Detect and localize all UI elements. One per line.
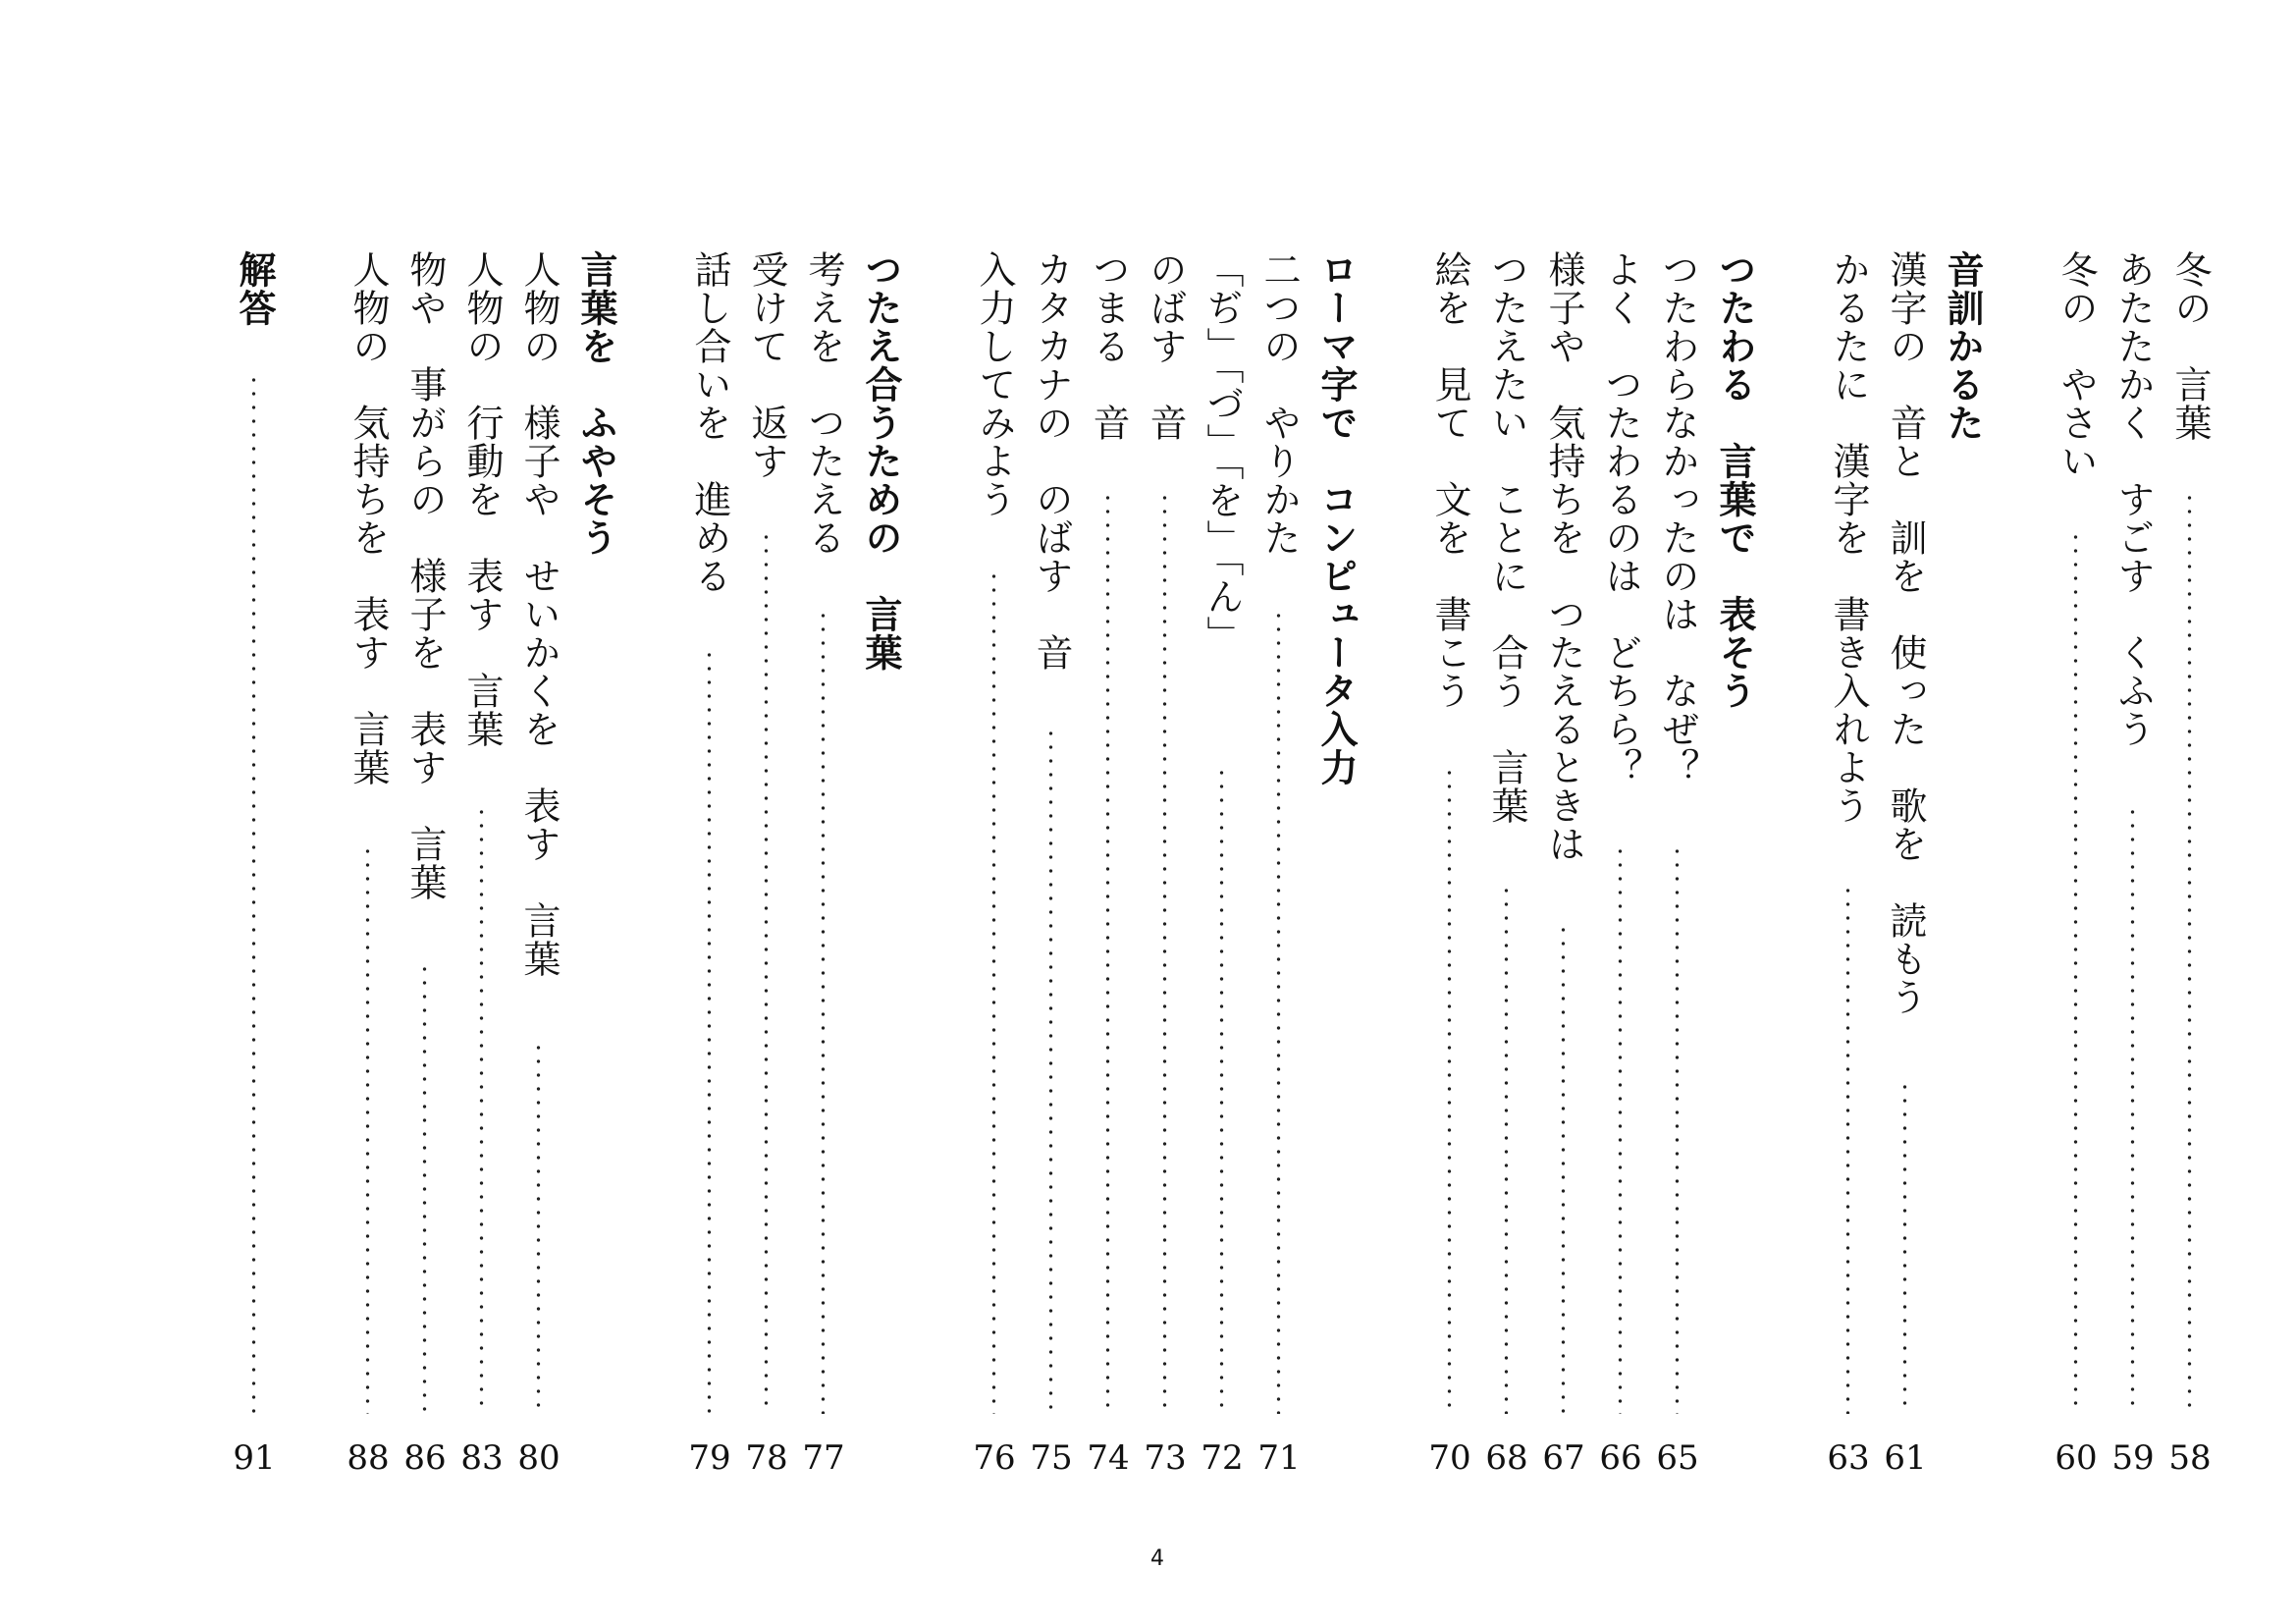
toc-entry[interactable] [1877,0,1934,1624]
toc-entry[interactable] [1137,0,1194,1624]
toc-entry[interactable] [1080,0,1137,1624]
toc-entry-label: 物や 事がらの 様子を 表す 言葉 [403,250,447,901]
toc-leader-dots [2073,530,2078,1414]
page-number: 4 [1150,1546,1164,1571]
toc-entry-label: のばす 音 [1144,250,1187,442]
toc-leader-dots [251,373,256,1414]
toc-page-number: 73 [1144,1438,1187,1478]
toc-entry-label: かるたに 漢字を 書き入れよう [1827,250,1870,825]
toc-page-number: 60 [2055,1438,2098,1478]
toc-entry-label: 二つの やりかた [1257,250,1301,557]
toc-entry-label: 「ぢ」「づ」「を」「ん」 [1201,250,1244,654]
toc-page-number: 68 [1485,1438,1528,1478]
toc-entry[interactable] [681,0,738,1624]
toc-entry[interactable] [510,0,567,1624]
toc-page-number: 77 [802,1438,845,1478]
toc-entry[interactable] [738,0,795,1624]
toc-entry-label: 入力してみよう [973,250,1016,518]
toc-leader-dots [1276,609,1281,1414]
toc-heading-label: ローマ字で コンピュータ入力 [1314,250,1359,786]
toc-entry-label: よく つたわるのは どちら？ [1599,250,1642,786]
toc-page-number: 66 [1599,1438,1642,1478]
toc-entry[interactable] [1820,0,1877,1624]
toc-heading [1308,0,1364,1624]
toc-heading-label: 言葉を ふやそう [574,250,618,557]
toc-entry-label: つたわらなかったのは なぜ？ [1656,250,1699,786]
toc-entry[interactable] [1194,0,1251,1624]
toc-page-number: 76 [973,1438,1016,1478]
toc-entry-label: 人物の 様子や せいかくを 表す 言葉 [517,250,561,978]
toc-leader-dots [1618,844,1623,1414]
toc-page-number: 71 [1257,1438,1301,1478]
toc-entry-label: 冬の 言葉 [2168,250,2212,442]
toc-page-number: 65 [1656,1438,1699,1478]
toc-entry-label: 受けて 返す [745,250,788,480]
toc-entry[interactable] [1478,0,1535,1624]
toc-page-number: 75 [1030,1438,1073,1478]
toc-entry[interactable] [2048,0,2105,1624]
toc-leader-dots [1902,1080,1907,1414]
toc-heading [1706,0,1763,1624]
toc-entry-label: 絵を 見て 文を 書こう [1428,250,1471,710]
toc-entry[interactable] [454,0,510,1624]
toc-entry-label: カタカナの のばす 音 [1030,250,1073,672]
toc-leader-dots [1447,766,1452,1414]
toc-leader-dots [365,844,370,1414]
toc-leader-dots [1561,923,1566,1414]
toc-leader-dots [1504,884,1509,1414]
toc-leader-dots [1105,491,1110,1414]
toc-leader-dots [1845,884,1850,1414]
toc-entry[interactable] [397,0,454,1624]
toc-leader-dots [1162,491,1167,1414]
toc-page-number: 79 [688,1438,731,1478]
toc-heading-label: 音訓かるた [1941,250,1985,442]
toc-entry-label: 様子や 気持ちを つたえるときは [1542,250,1585,863]
toc-page-number: 88 [347,1438,390,1478]
toc-entry-label: つまる 音 [1087,250,1130,442]
toc-leader-dots [422,962,427,1414]
toc-leader-dots [821,609,826,1414]
toc-page-number: 72 [1201,1438,1244,1478]
toc-page-number: 74 [1087,1438,1130,1478]
toc-page-number: 86 [403,1438,447,1478]
toc-entry[interactable] [795,0,852,1624]
toc-entry[interactable] [340,0,397,1624]
toc-entry-label: 人物の 行動を 表す 言葉 [460,250,504,748]
toc-entry[interactable] [966,0,1023,1624]
toc-entry[interactable] [2162,0,2218,1624]
toc-entry[interactable] [1251,0,1308,1624]
toc-leader-dots [764,530,769,1414]
toc-heading [852,0,909,1624]
toc-entry[interactable] [2105,0,2162,1624]
toc-page-number: 83 [460,1438,504,1478]
toc-entry[interactable] [226,0,283,1624]
toc-page-number: 63 [1827,1438,1870,1478]
toc-entry[interactable] [1535,0,1592,1624]
toc-entry[interactable] [1592,0,1649,1624]
toc-entry[interactable] [1421,0,1478,1624]
toc-leader-dots [2187,491,2192,1414]
toc-leader-dots [1675,844,1680,1414]
toc-leader-dots [536,1041,541,1414]
toc-heading-label: つたえ合うための 言葉 [859,250,903,672]
toc-leader-dots [1219,766,1224,1414]
toc-page-number: 59 [2111,1438,2155,1478]
toc-entry-label: 人物の 気持ちを 表す 言葉 [347,250,390,786]
toc-leader-dots [991,569,996,1414]
toc-page-number: 61 [1884,1438,1927,1478]
toc-entry[interactable] [1023,0,1080,1624]
toc-entry-label: つたえたい ことに 合う 言葉 [1485,250,1528,825]
toc-entry-label: 考えを つたえる [802,250,845,557]
toc-heading [1934,0,1991,1624]
toc-page-number: 58 [2168,1438,2212,1478]
toc-entry-label: 冬の やさい [2055,250,2098,480]
toc-entry-label: 話し合いを 進める [688,250,731,595]
toc-leader-dots [707,648,712,1414]
toc-heading [567,0,624,1624]
toc-page-number: 91 [233,1438,276,1478]
toc-page-number: 80 [517,1438,561,1478]
toc-leader-dots [1048,727,1053,1414]
toc-entry-label: 解答 [233,250,277,327]
toc-page-number: 78 [745,1438,788,1478]
toc-page-number: 70 [1428,1438,1471,1478]
toc-entry-label: 漢字の 音と 訓を 使った 歌を 読もう [1884,250,1927,1016]
toc-leader-dots [479,805,484,1414]
toc-leader-dots [2130,805,2135,1414]
toc-entry[interactable] [1649,0,1706,1624]
toc-heading-label: つたわる 言葉で 表そう [1713,250,1757,710]
toc-entry-label: あたたかく すごす くふう [2111,250,2155,748]
toc-page-number: 67 [1542,1438,1585,1478]
